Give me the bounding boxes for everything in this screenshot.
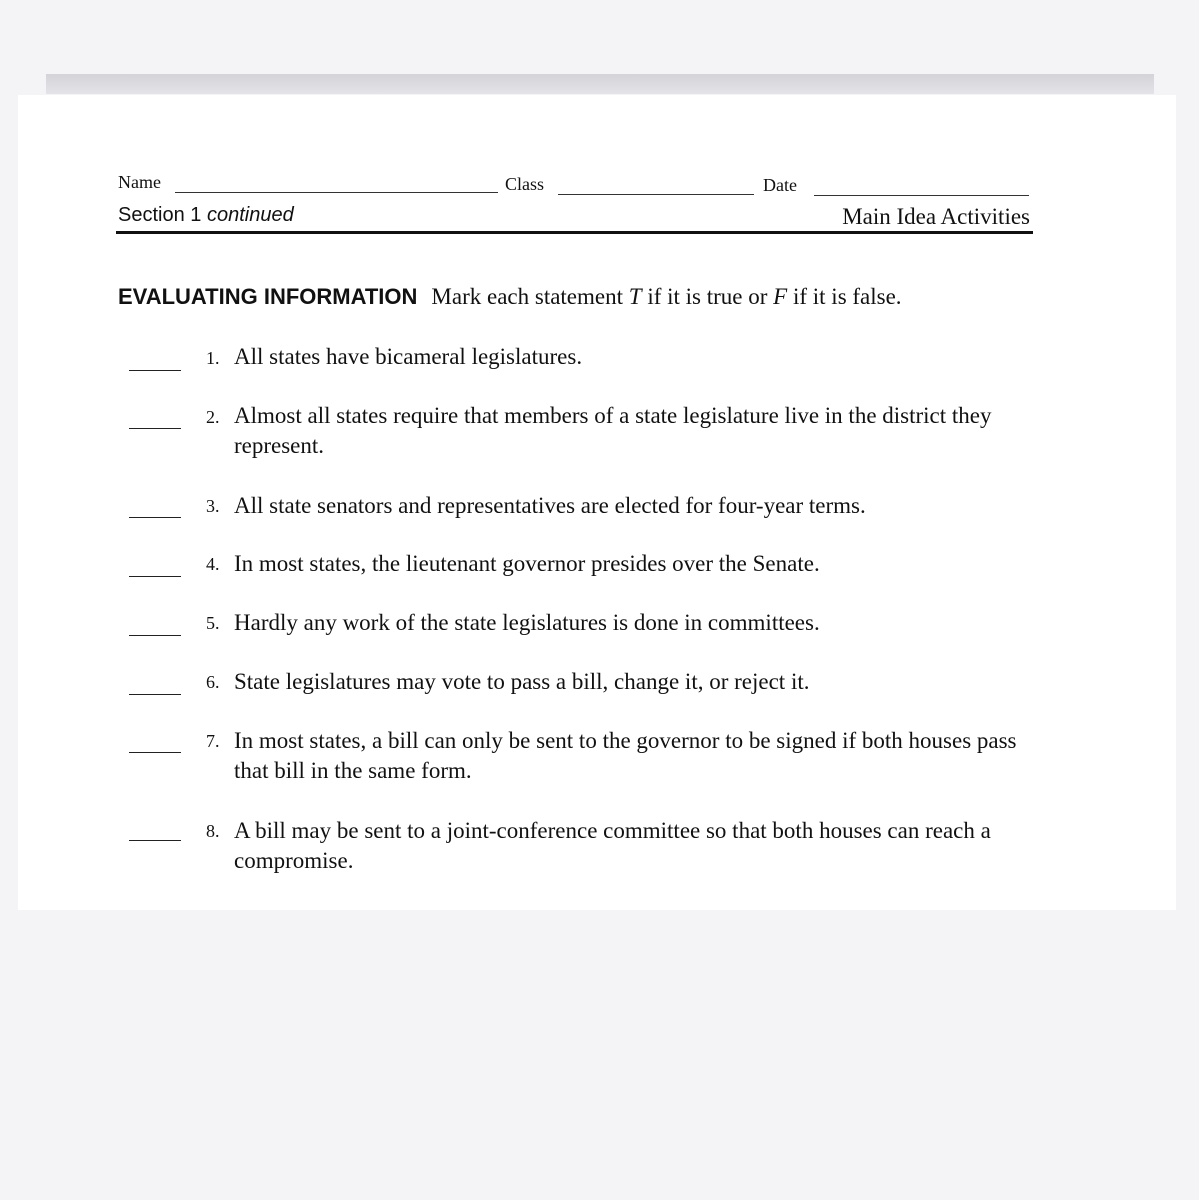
- item-number: 8.: [206, 821, 220, 841]
- class-field[interactable]: [558, 194, 754, 195]
- class-label: Class: [505, 174, 545, 194]
- item-statement: All state senators and representatives are elected for four-year terms.: [234, 493, 866, 518]
- answer-blank[interactable]: [129, 517, 181, 518]
- answer-blank[interactable]: [129, 576, 181, 577]
- item-statement: Almost all states require that members of a state legislature live in the district they represent.: [234, 403, 992, 458]
- item-number: 2.: [206, 407, 220, 427]
- item-statement: In most states, a bill can only be sent to the governor to be signed if both houses pass that bill in the same form.: [234, 728, 1017, 783]
- answer-blank[interactable]: [129, 370, 181, 371]
- scan-edge-shadow: [46, 74, 1154, 94]
- date-field[interactable]: [814, 195, 1029, 196]
- item-number: 1.: [206, 348, 220, 368]
- answer-blank[interactable]: [129, 635, 181, 636]
- answer-blank[interactable]: [129, 752, 181, 753]
- name-field[interactable]: [175, 192, 498, 193]
- instructions-heading: EVALUATING INFORMATION: [118, 284, 418, 309]
- item-number: 7.: [206, 731, 220, 751]
- item-statement: All states have bicameral legislatures.: [234, 344, 583, 369]
- section-continued: continued: [206, 204, 294, 226]
- section-label: Section 1 continued: [118, 204, 294, 226]
- answer-blank[interactable]: [129, 840, 181, 841]
- item-number: 4.: [206, 554, 220, 574]
- item-number: 5.: [206, 613, 220, 633]
- item-number: 6.: [206, 672, 220, 692]
- name-label: Name: [118, 172, 161, 192]
- item-statement: In most states, the lieutenant governor presides over the Senate.: [234, 551, 820, 576]
- answer-blank[interactable]: [129, 694, 181, 695]
- date-label: Date: [763, 175, 797, 195]
- item-statement: Hardly any work of the state legislatures is done in committees.: [234, 610, 820, 635]
- item-number: 3.: [206, 496, 220, 516]
- item-statement: State legislatures may vote to pass a bill, change it, or reject it.: [234, 669, 810, 694]
- activity-title: Main Idea Activities: [842, 204, 1030, 229]
- item-statement: A bill may be sent to a joint-conference committee so that both houses can reach a compromise.: [234, 818, 991, 873]
- answer-blank[interactable]: [129, 428, 181, 429]
- instructions: EVALUATING INFORMATION Mark each statement T if it is true or F if it is false.: [118, 284, 902, 309]
- header-rule: [116, 231, 1033, 234]
